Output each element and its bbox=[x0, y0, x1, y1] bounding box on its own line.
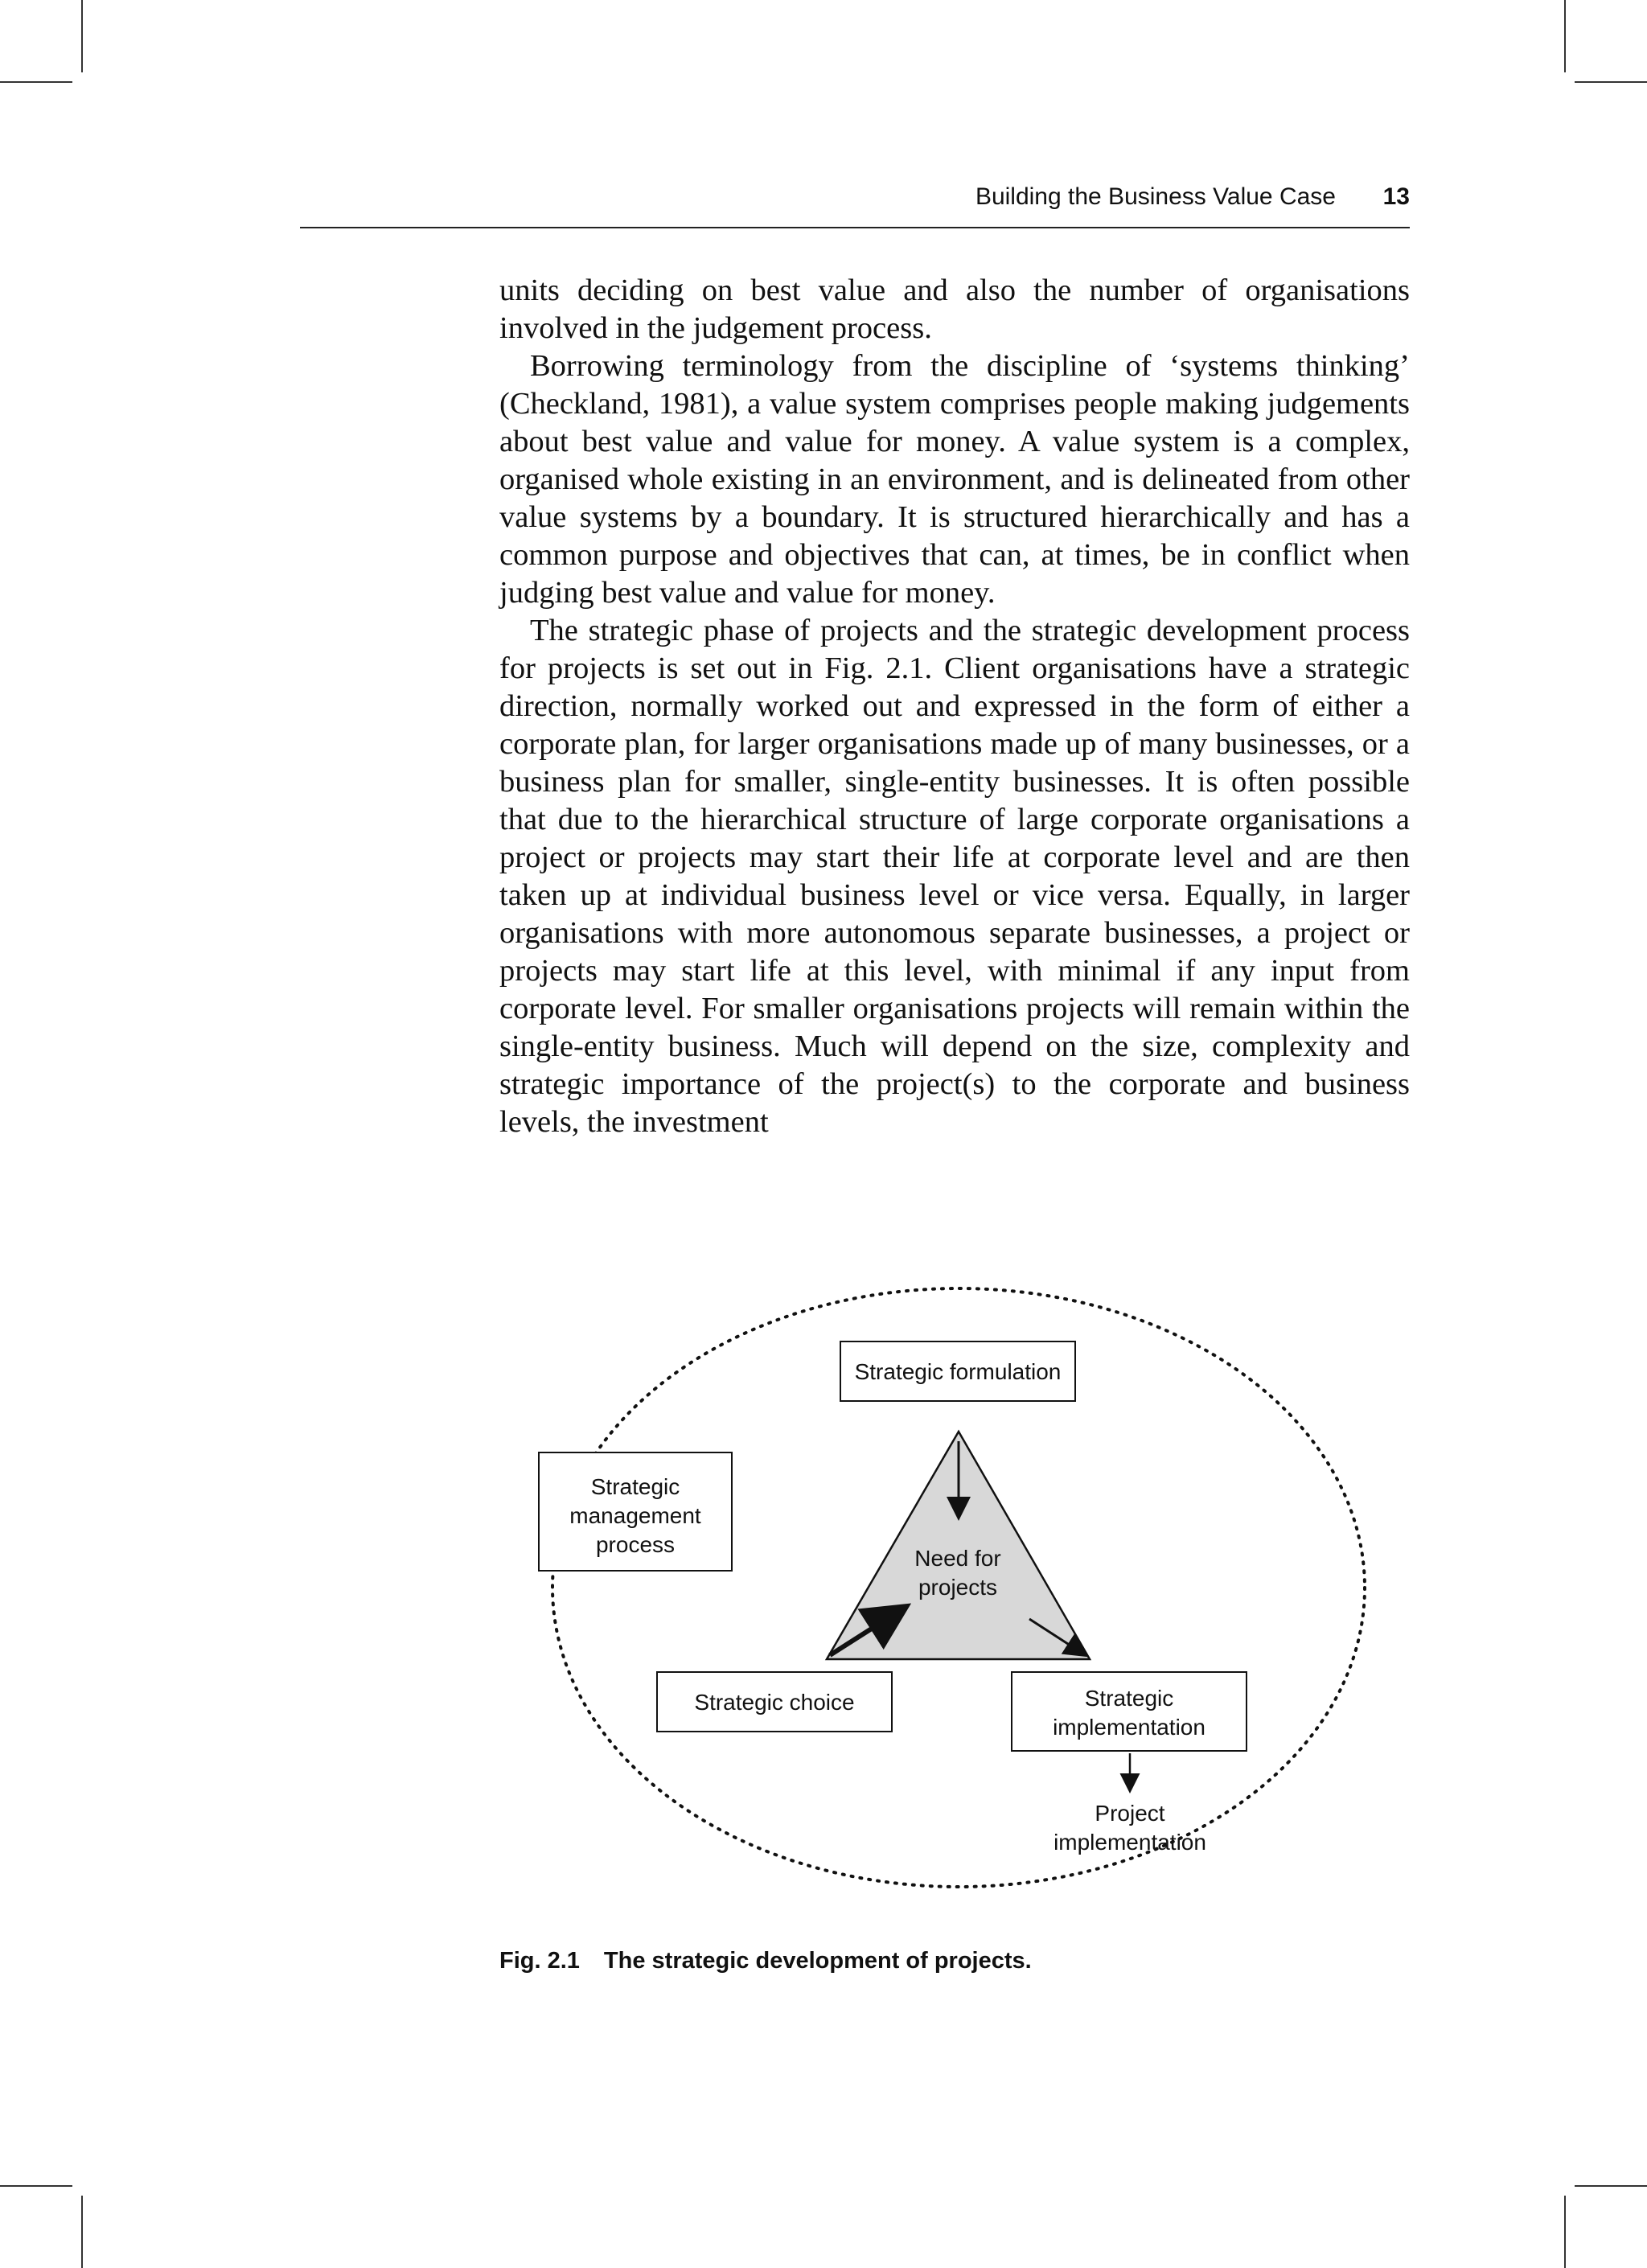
label-project-line2: implementation bbox=[1054, 1830, 1206, 1855]
figure-title: The strategic development of projects. bbox=[603, 1948, 1032, 1974]
label-strategic-formulation: Strategic formulation bbox=[854, 1359, 1062, 1384]
label-need-line1: Need for bbox=[914, 1546, 1001, 1571]
label-implementation-line2: implementation bbox=[1053, 1715, 1205, 1740]
label-management-line1: Strategic bbox=[590, 1474, 680, 1499]
label-management-line3: process bbox=[595, 1532, 676, 1557]
strategic-development-diagram bbox=[499, 1287, 1410, 1914]
figure-strategic-development bbox=[499, 1287, 1410, 1914]
crop-mark bbox=[1575, 2185, 1647, 2187]
paragraph: Borrowing terminology from the discipline of ‘systems thinking’ (Checkland, 1981), a value system comprises people making judgements about best value and value for money. A value system is a complex, organised whole existing in an environment, and is delineated from other value systems by a boundary. It is structured hierarchically and has a common purpose and objectives that can, at times, be in conflict when judging best value and value for money. bbox=[499, 349, 1410, 610]
label-strategic-choice: Strategic choice bbox=[694, 1690, 855, 1715]
running-header bbox=[300, 180, 1410, 228]
crop-mark bbox=[81, 0, 83, 72]
paragraph: units deciding on best value and also the number of organisations involved in the judgement process. bbox=[499, 273, 1410, 345]
label-implementation-line1: Strategic bbox=[1084, 1686, 1174, 1711]
figure-number: Fig. 2.1 bbox=[499, 1948, 580, 1974]
crop-mark bbox=[1575, 81, 1647, 83]
crop-mark bbox=[1564, 2196, 1566, 2268]
label-need-line2: projects bbox=[918, 1575, 998, 1600]
crop-mark bbox=[1564, 0, 1566, 72]
crop-mark bbox=[0, 81, 72, 83]
label-project-line1: Project bbox=[1095, 1801, 1165, 1826]
crop-mark bbox=[81, 2196, 83, 2268]
page-number: 13 bbox=[1382, 183, 1410, 210]
paragraph: The strategic phase of projects and the strategic development process for projects is set out in Fig. 2.1. Client organisations have a strategic direction, normally worked out and expressed in the form of either a corporate plan, for larger organisations made up of many businesses, or a business plan for smaller, single-entity businesses. It is often possible that due to the hierarchical structure of large corporate organisations a project or projects may start their life at corporate level and are then taken up at individual business level or vice versa. Equally, in larger organisations with more autonomous separate businesses, a project or projects may start life at this level, with minimal if any input from corporate level. For smaller organisations projects will remain within the single-entity business. Much will depend on the size, complexity and strategic importance of the project(s) to the corporate and business levels, the investment bbox=[499, 614, 1410, 1139]
running-title: Building the Business Value Case bbox=[975, 183, 1336, 210]
label-management-line2: management bbox=[569, 1503, 701, 1528]
crop-mark bbox=[0, 2185, 72, 2187]
body-text bbox=[499, 272, 1410, 1141]
figure-caption bbox=[499, 1948, 1032, 1974]
